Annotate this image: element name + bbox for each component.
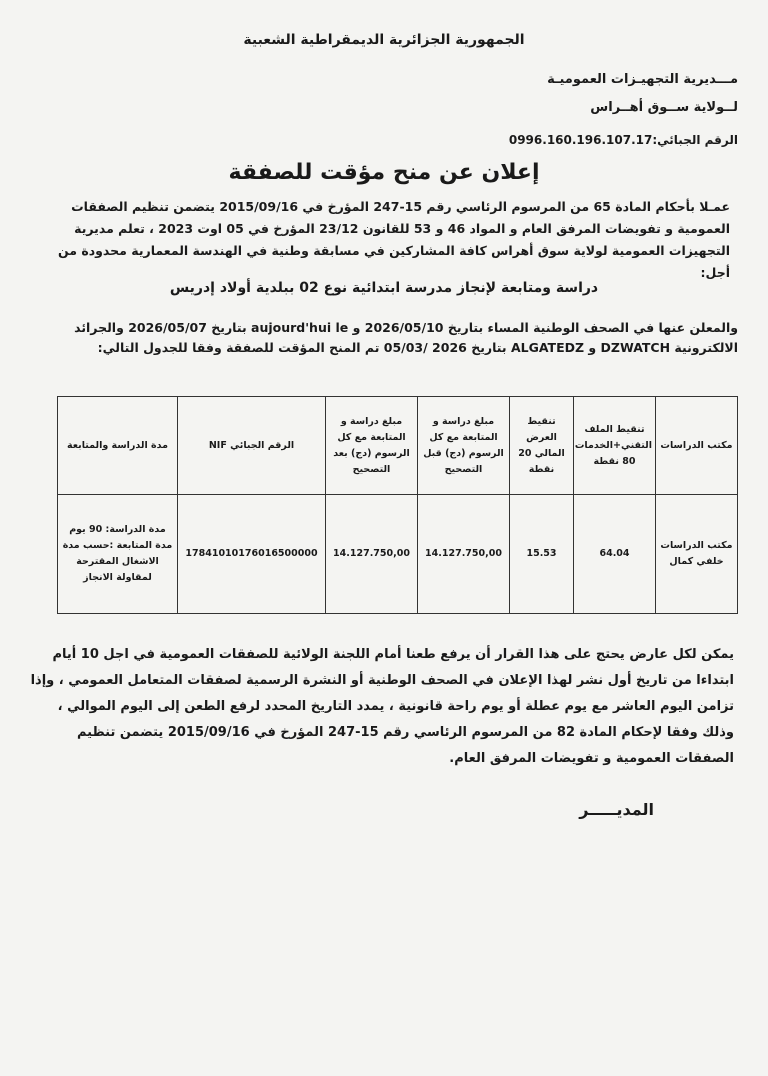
cell-nif: 17841010176016500000 [178, 495, 326, 614]
document-title: إعلان عن منح مؤقت للصفقة [228, 160, 540, 185]
table-row [58, 495, 738, 614]
header-cell: مبلغ دراسة و المتابعة مع كل الرسوم (دج) قبل التصحيح [418, 397, 510, 495]
header-cell: مكتب الدراسات [656, 397, 738, 495]
republic-header: الجمهورية الجزائرية الديمقراطية الشعبية [243, 32, 525, 48]
publication-paragraph: والمعلن عنها في الصحف الوطنية المساء بتاريخ 2026/05/10 و aujourd'hui le بتاريخ 2026/05/07 والجرائد الالكترونية DZWATCH و ALGATEDZ بتاريخ 2026 /05/03 تم المنح المؤقت للصفقة وفقا للجدول التالي: [74, 320, 738, 355]
award-table [57, 396, 738, 614]
cell-duration: مدة الدراسة: 90 يوم مدة المتابعة :حسب مدة الاشغال المقترحة لمقاولة الانجاز [58, 495, 178, 614]
cell-bureau: مكتب الدراسات خلفي كمال [656, 495, 738, 614]
cell-financial-score: 15.53 [510, 495, 574, 614]
header-cell: مدة الدراسة والمتابعة [58, 397, 178, 495]
header-cell: مبلغ دراسة و المتابعة مع كل الرسوم (دج) بعد التصحيح [326, 397, 418, 495]
cell-technical-score: 64.04 [574, 495, 656, 614]
signature: المديـــــر [579, 800, 654, 819]
header-cell: الرقم الجبائي NIF [178, 397, 326, 495]
appeal-paragraph: يمكن لكل عارض يحتج على هذا القرار أن يرفع طعنا أمام اللجنة الولائية للصفقات العمومية في اجل 10 أيام ابتداءا من تاريخ أول نشر لهذا الإعلان في الصحف الوطنية أو النشرة الرسمية لصفقات المتعامل العمومي ، وإذا تزامن اليوم العاشر مع يوم عطلة أو يوم راحة قانونية ، يمدد التاريخ المحدد لرفع الطعن إلى اليوم الموالي ، وذلك وفقا لإحكام المادة 82 من المرسوم الرئاسي رقم 15-247 المؤرخ في 2015/09/16 يتضمن تنظيم الصفقات العمومية و تفويضات المرفق العام. [30, 647, 734, 766]
table-header-row [58, 397, 738, 495]
tax-number: الرقم الجبائي:0996.160.196.107.17 [508, 133, 738, 147]
header-cell: تنقيط العرض المالي 20 نقطة [510, 397, 574, 495]
cell-amount-after: 14.127.750,00 [326, 495, 418, 614]
header-cell: تنقيط الملف التقني+الخدمات 80 نقطة [574, 397, 656, 495]
wilaya-name: لــولاية ســوق أهــراس [590, 100, 738, 115]
intro-paragraph: عمـلا بأحكام المادة 65 من المرسوم الرئاسي رقم 15-247 المؤرخ في 2015/09/16 يتضمن تنظيم الصفقات العمومية و تفويضات المرفق العام و المواد 46 و 53 للقانون 23/12 المؤرخ في 05 اوت 2023 ، تعلم مديرية التجهيزات العمومية لولاية سوق أهراس كافة المشاركين في مسابقة وطنية في الهندسة المعمارية محدودة من أجل: [58, 199, 730, 280]
project-object: دراسة ومتابعة لإنجاز مدرسة ابتدائية نوع 02 ببلدية أولاد إدريس [169, 280, 599, 296]
directorate-name: مـــديرية التجهيـزات العموميـة [547, 72, 738, 87]
cell-amount-before: 14.127.750,00 [418, 495, 510, 614]
